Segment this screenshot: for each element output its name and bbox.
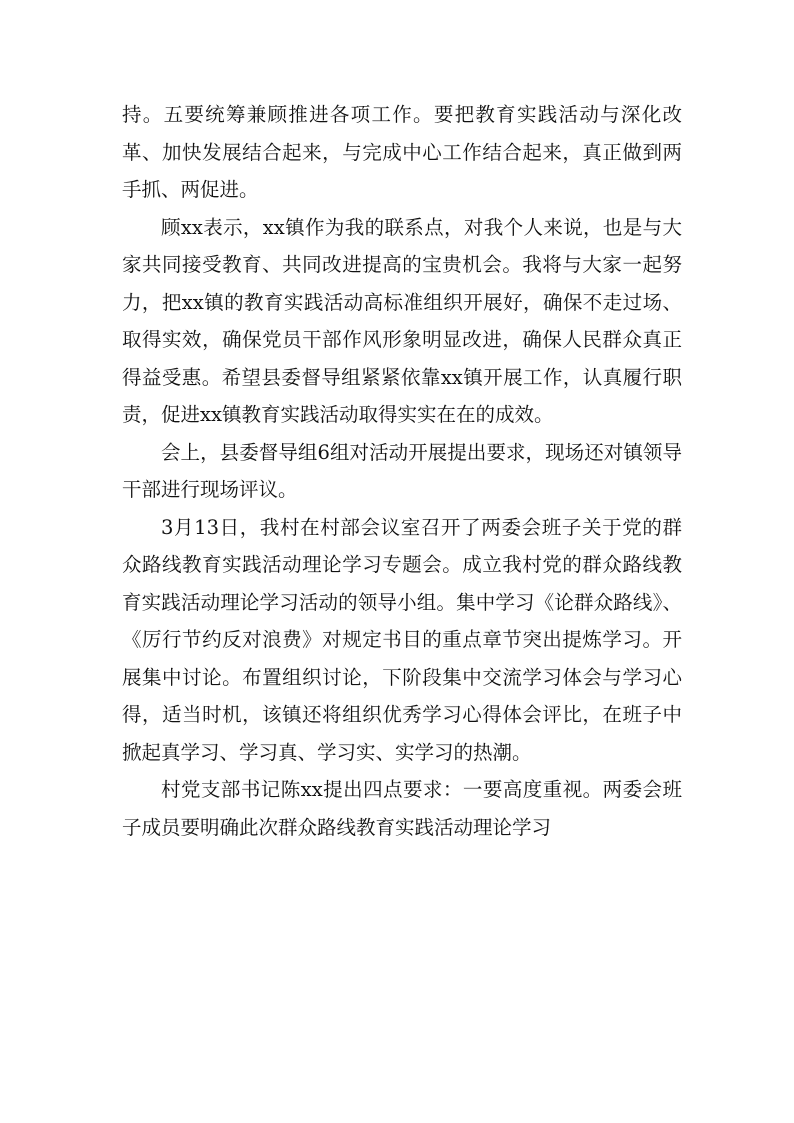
paragraph-march-13-meeting: 3月13日，我村在村部会议室召开了两委会班子关于党的群众路线教育实践活动理论学习专题会。成立我村党的群众路线教育实践活动理论学习活动的领导小组。集中学习《论群众路线》、《厉行节约反对浪费》对规定书目的重点章节突出提炼学习。开展集中讨论。布置组织讨论，下阶段集中交流学习体会与学习心得，适当时机，该镇还将组织优秀学习心得体会评比，在班子中掀起真学习、学习真、学习实、实学习的热潮。 [122, 515, 682, 764]
document-body [122, 96, 682, 846]
paragraph-secretary-requirements: 村党支部书记陈xx提出四点要求：一要高度重视。两委会班子成员要明确此次群众路线教育实践活动理论学习 [122, 778, 682, 839]
paragraph-gu-statement: 顾xx表示，xx镇作为我的联系点，对我个人来说，也是与大家共同接受教育、共同改进提高的宝贵机会。我将与大家一起努力，把xx镇的教育实践活动高标准组织开展好，确保不走过场、取得实效，确保党员干部作风形象明显改进，确保人民群众真正得益受惠。希望县委督导组紧紧依靠xx镇开展工作，认真履行职责，促进xx镇教育实践活动取得实实在在的成效。 [122, 215, 682, 426]
paragraph-meeting-requirements: 会上，县委督导组6组对活动开展提出要求，现场还对镇领导干部进行现场评议。 [122, 440, 682, 501]
paragraph-continued: 持。五要统筹兼顾推进各项工作。要把教育实践活动与深化改革、加快发展结合起来，与完成中心工作结合起来，真正做到两手抓、两促进。 [122, 103, 682, 201]
